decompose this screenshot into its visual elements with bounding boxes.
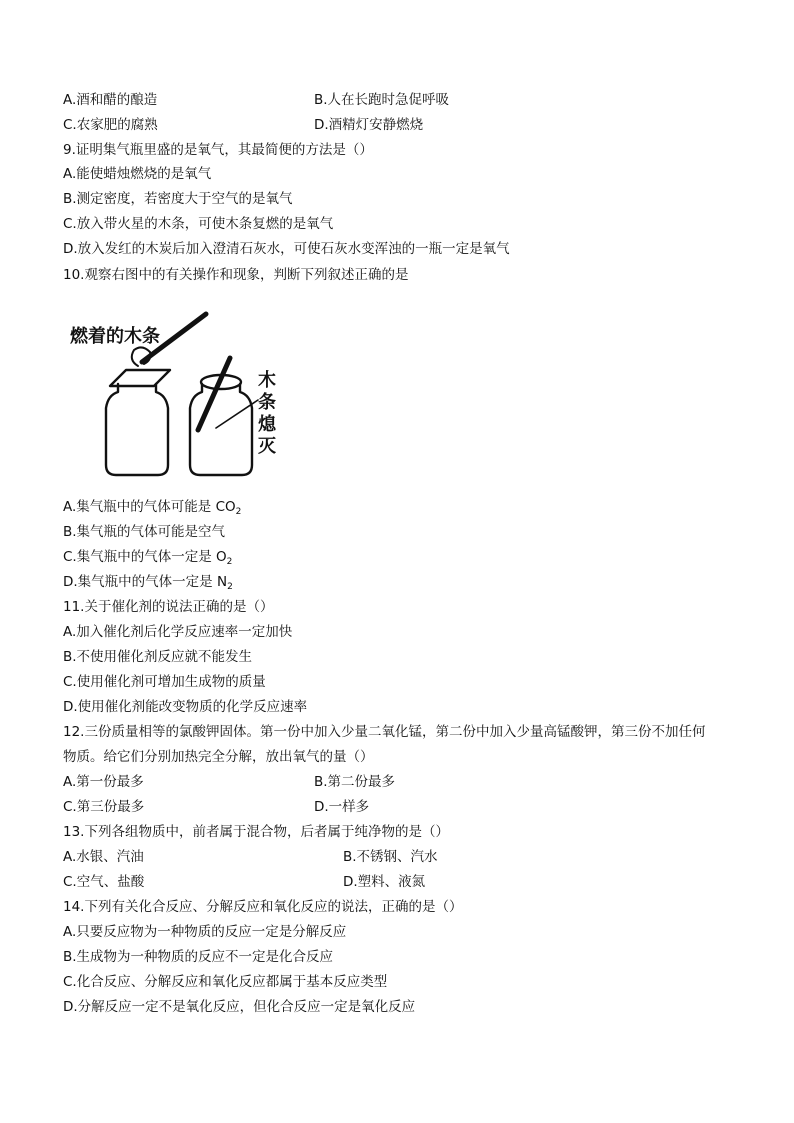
label-right-char-3: 熄 bbox=[258, 414, 276, 435]
q13-stem: 13.下列各组物质中，前者属于混合物，后者属于纯净物的是（） bbox=[63, 824, 449, 840]
label-right-char-1: 木 bbox=[258, 370, 276, 391]
q10-option-d: D.集气瓶中的气体一定是 $N_2$ bbox=[63, 574, 233, 592]
q8-option-b: B.人在长跑时急促呼吸 bbox=[314, 92, 450, 108]
q13-option-c: C.空气、盐酸 bbox=[63, 874, 145, 890]
q12-option-c: C.第三份最多 bbox=[63, 799, 145, 815]
q10-figure-svg bbox=[66, 300, 286, 485]
q14-option-c: C.化合反应、分解反应和氧化反应都属于基本反应类型 bbox=[63, 974, 388, 990]
q9-stem: 9.证明集气瓶里盛的是氧气，其最简便的方法是（） bbox=[63, 142, 373, 158]
left-bottle bbox=[106, 384, 168, 475]
q8-option-d: D.酒精灯安静燃烧 bbox=[314, 117, 424, 133]
q11-option-b: B.不使用催化剂反应就不能发生 bbox=[63, 649, 253, 665]
q14-stem: 14.下列有关化合反应、分解反应和氧化反应的说法，正确的是（） bbox=[63, 899, 463, 915]
q10-option-a: A.集气瓶中的气体可能是 $CO_2$ bbox=[63, 499, 242, 517]
q14-option-d: D.分解反应一定不是氧化反应，但化合反应一定是氧化反应 bbox=[63, 999, 416, 1015]
q11-option-d: D.使用催化剂能改变物质的化学反应速率 bbox=[63, 699, 308, 715]
q12-option-a: A.第一份最多 bbox=[63, 774, 144, 790]
q14-option-a: A.只要反应物为一种物质的反应一定是分解反应 bbox=[63, 924, 347, 940]
q11-option-a: A.加入催化剂后化学反应速率一定加快 bbox=[63, 624, 293, 640]
q9-option-d: D.放入发红的木炭后加入澄清石灰水，可使石灰水变浑浊的一瓶一定是氧气 bbox=[63, 241, 510, 257]
q14-option-b: B.生成物为一种物质的反应不一定是化合反应 bbox=[63, 949, 334, 965]
q13-option-d: D.塑料、液氮 bbox=[343, 874, 426, 890]
label-right-char-2: 条 bbox=[258, 392, 276, 413]
q12-stem-line-2: 物质。给它们分别加热完全分解，放出氧气的量（） bbox=[63, 749, 374, 765]
q12-option-b: B.第二份最多 bbox=[314, 774, 396, 790]
q13-option-b: B.不锈钢、汽水 bbox=[343, 849, 438, 865]
label-right-char-4: 灭 bbox=[258, 436, 276, 457]
q9-option-b: B.测定密度，若密度大于空气的是氧气 bbox=[63, 191, 293, 207]
q9-option-c: C.放入带火星的木条，可使木条复燃的是氧气 bbox=[63, 216, 334, 232]
extinguished-splint bbox=[198, 358, 230, 430]
q8-option-c: C.农家肥的腐熟 bbox=[63, 117, 158, 133]
q10-figure-gas-bottles bbox=[66, 300, 286, 485]
label-burning-splint: 燃着的木条 bbox=[70, 326, 160, 347]
q10-option-b: B.集气瓶的气体可能是空气 bbox=[63, 524, 226, 540]
q9-option-a: A.能使蜡烛燃烧的是氧气 bbox=[63, 166, 212, 182]
q8-option-a: A.酒和醋的酿造 bbox=[63, 92, 158, 108]
q11-option-c: C.使用催化剂可增加生成物的质量 bbox=[63, 674, 266, 690]
q10-option-c: C.集气瓶中的气体一定是 $O_2$ bbox=[63, 549, 233, 567]
q13-option-a: A.水银、汽油 bbox=[63, 849, 144, 865]
q11-stem: 11.关于催化剂的说法正确的是（） bbox=[63, 599, 274, 615]
q10-stem: 10.观察右图中的有关操作和现象，判断下列叙述正确的是 bbox=[63, 267, 409, 283]
q12-stem-line-1: 12.三份质量相等的氯酸钾固体。第一份中加入少量二氧化锰，第二份中加入少量高锰酸钾，第三份不加任何 bbox=[63, 724, 706, 740]
q12-option-d: D.一样多 bbox=[314, 799, 370, 815]
